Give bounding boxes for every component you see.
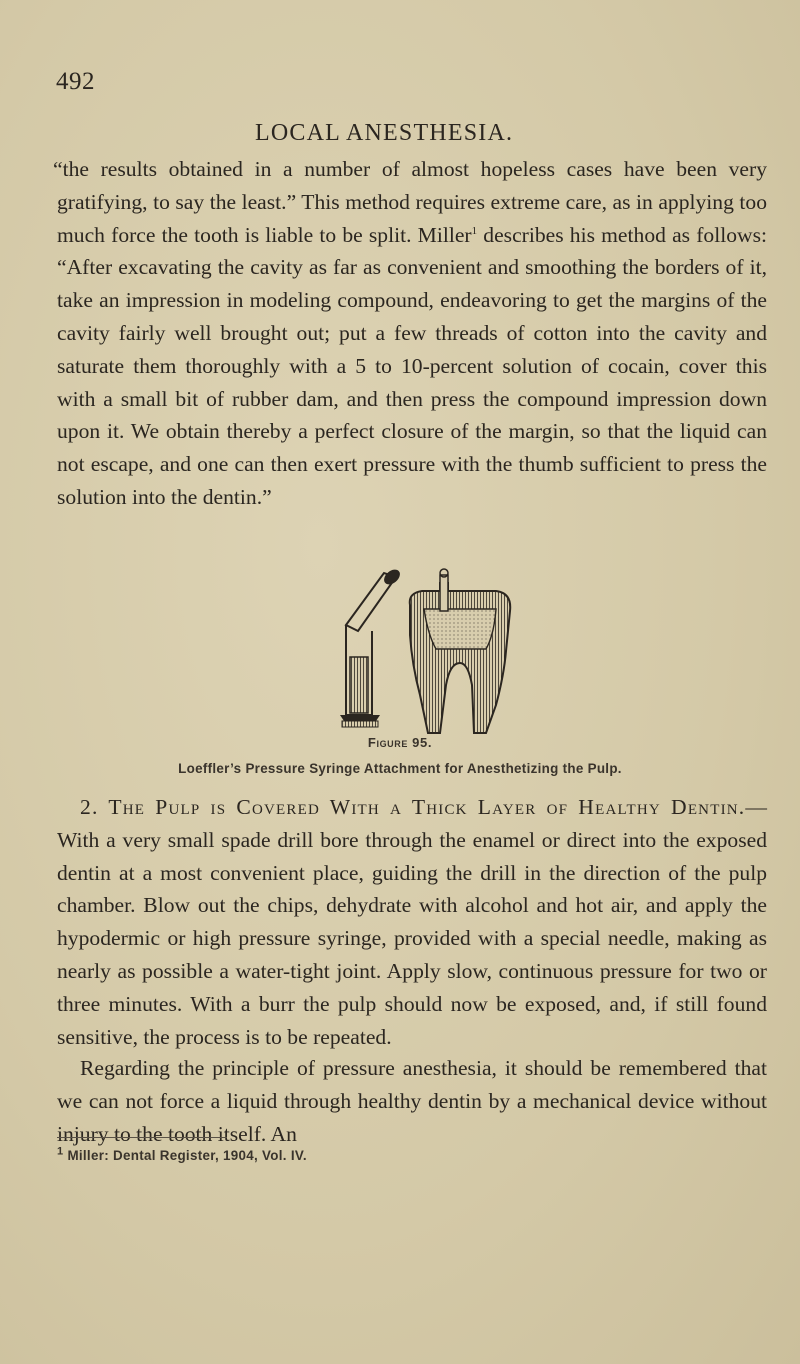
page-number: 492	[56, 68, 95, 95]
paragraph-text: Regarding the principle of pressure anesthesia, it should be remembered that we can not force a liquid through healthy dentin by a mechanical device without injury to the tooth itself. An	[57, 1056, 767, 1146]
paragraph-text-part-a: “the results obtained in a number of almost hopeless cases have been very gratifying, to say the least.” This method requires extreme care, as in applying too much force the tooth is liable to be split. Miller	[53, 157, 767, 247]
section-heading: 2. The Pulp is Covered With a Thick Layer of Healthy Dentin.	[80, 795, 746, 819]
footnote-text: Miller: Dental Register, 1904, Vol. IV.	[63, 1148, 307, 1163]
footnote-divider	[57, 1137, 227, 1138]
paragraph-pressure-anesthesia	[57, 1052, 767, 1150]
figure-label: Figure 95.	[367, 735, 433, 750]
figure-caption: Loeffler’s Pressure Syringe Attachment for Anesthetizing the Pulp.	[178, 761, 622, 776]
paragraph-text-part-b: describes his method as follows: “After excavating the cavity as far as convenient and smoothing the borders of it, take an impression in modeling compound, endeavoring to get the margins of the cavity fairly well brought out; put a few threads of cotton into the cavity and saturate them thoroughly with a 5 to 10-percent solution of cocain, cover this with a small bit of rubber dam, and then press the compound impression down upon it. We obtain thereby a perfect closure of the margin, so that the liquid can not escape, and one can then exert pressure with the thumb sufficient to press the solution into the dentin.”	[57, 222, 767, 509]
footnote	[57, 1145, 307, 1163]
paragraph-text: —With a very small spade drill bore through the enamel or direct into the exposed dentin at a most convenient place, guiding the drill in the direction of the pulp chamber. Blow out the chips, dehydrate with alcohol and hot air, and apply the hypodermic or high pressure syringe, provided with a special needle, making as nearly as possible a water-tight joint. Apply slow, continuous pressure for two or three minutes. With a burr the pulp should now be exposed, and, if still found sensitive, the process is to be repeated.	[57, 795, 767, 1049]
figure-syringe-tooth-illustration	[336, 565, 516, 737]
paragraph-pulp-covered	[57, 791, 767, 1053]
tooth-cross-section-drawing	[410, 569, 510, 733]
syringe-attachment-drawing	[340, 567, 403, 727]
running-head: LOCAL ANESTHESIA.	[255, 120, 514, 146]
footnote-marker: 1	[57, 1145, 64, 1158]
paragraph-miller-method	[53, 153, 767, 514]
footnote-reference: 1	[471, 224, 478, 237]
